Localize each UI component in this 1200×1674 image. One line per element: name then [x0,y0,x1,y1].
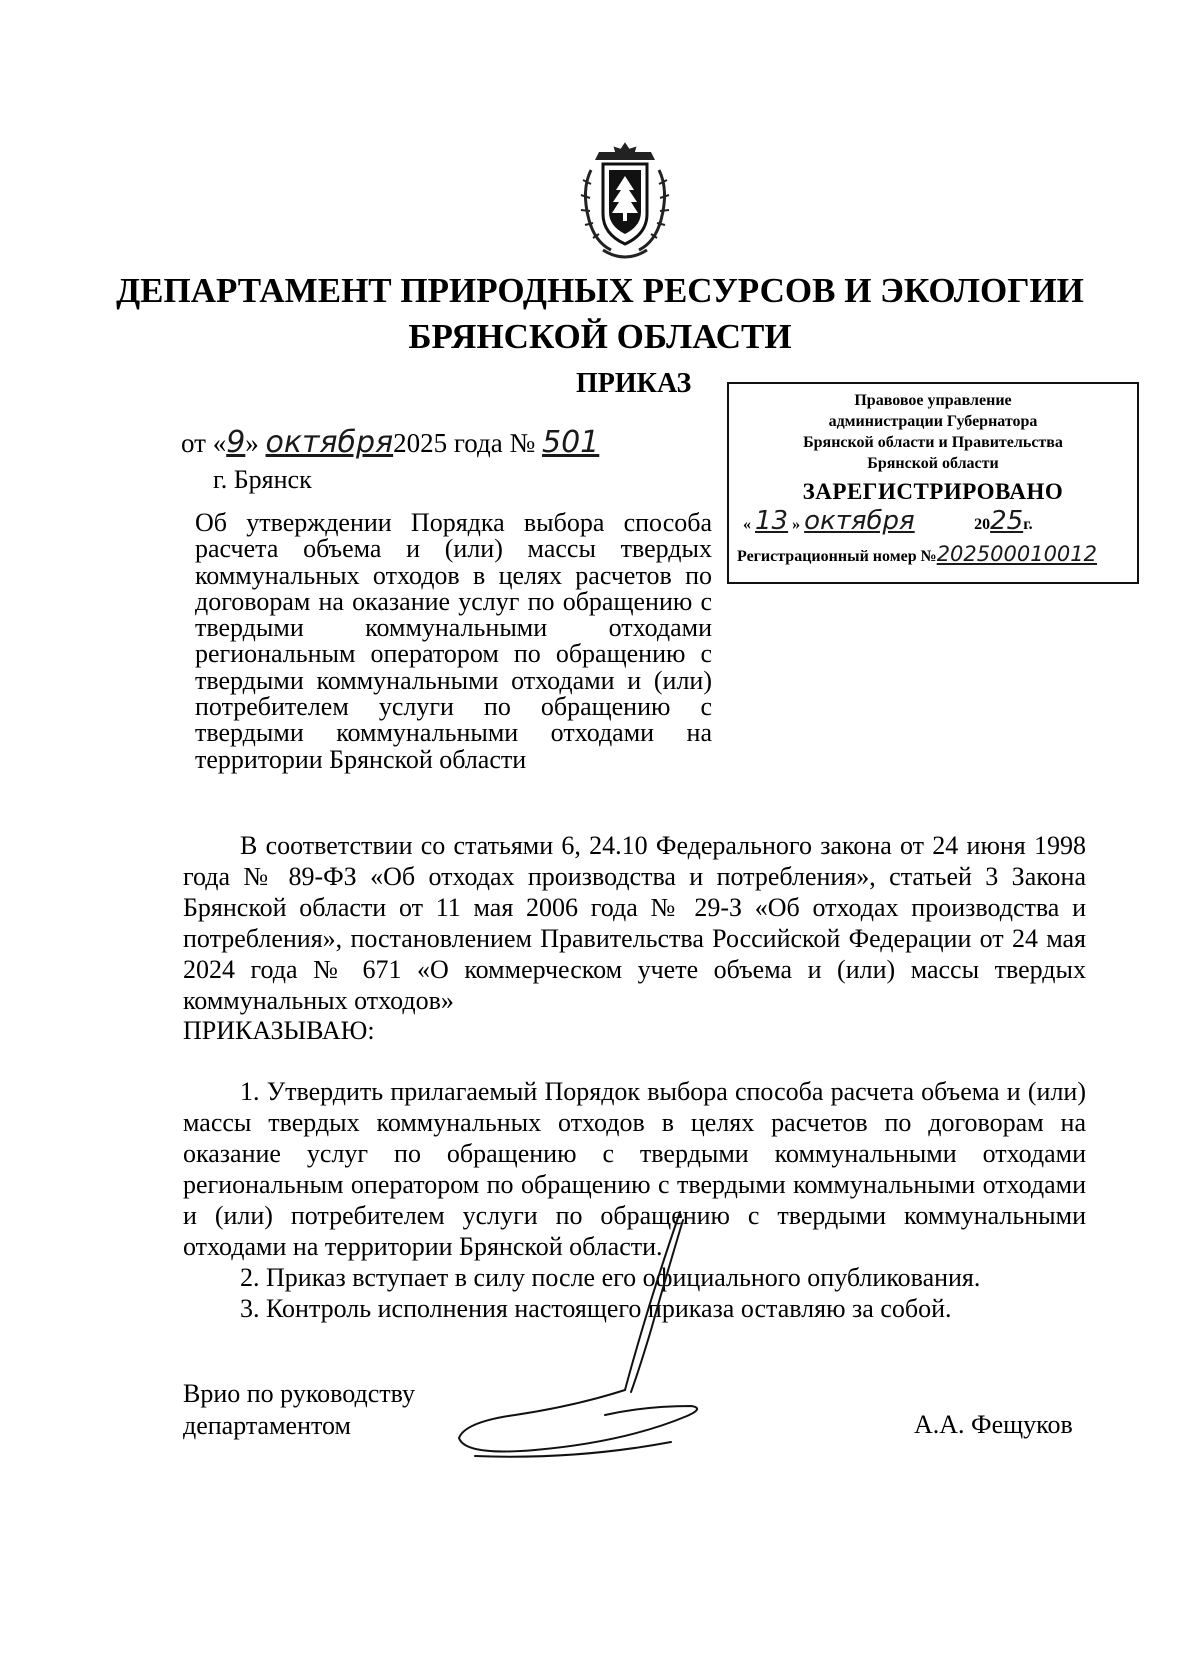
stamp-date [743,506,1133,536]
stamp-reg-number-handwritten: 202500010012 [936,542,1098,566]
order-day-handwritten: 9 [226,425,246,460]
signatory-position [183,1378,415,1442]
order-city: г. Брянск [213,465,312,494]
order-date-number-line [181,425,599,460]
order-directive-word: ПРИКАЗЫВАЮ: [183,1016,375,1045]
department-title [0,268,1200,360]
stamp-registered: ЗАРЕГИСТРИРОВАНО [802,479,1064,504]
order-item-2: 2. Приказ вступает в силу после его официального опубликования. [240,1263,981,1292]
order-item-1: 1. Утвердить прилагаемый Порядок выбора способа расчета объема и (или) массы твердых коммунальных отходов в целях расчетов по договорам на оказание услуг по обращению с твердыми коммунальными отходами региональным оператором по обращению с твердыми коммунальными отходами и (или) потребителем услуги по обращению с твердыми коммунальными отходами на территории Брянской области. [183,1077,1086,1261]
stamp-date-open: « [743,516,751,533]
handwritten-signature [455,1210,755,1480]
stamp-month-handwritten: октября [804,506,915,536]
stamp-line4: Брянской области [867,455,999,472]
signatory-position-line2: департаментом [183,1411,351,1440]
signatory-name: А.А. Фещуков [914,1410,1073,1439]
order-day-close: » [245,428,259,458]
stamp-line1: Правовое управление [854,392,1012,409]
order-subject: Об утверждении Порядка выбора способа расчета объема и (или) массы твердых коммунальных отходов в целях расчетов по договорам на оказание услуг по обращению с твердыми коммунальными отходами региональным оператором по обращению с твердыми коммунальными отходами и (или) потребителем услуги по обращению с твердыми коммунальными отходами на территории Брянской области [195,508,712,774]
order-item-3: 3. Контроль исполнения настоящего приказа оставляю за собой. [240,1294,952,1323]
stamp-date-mid: » [792,516,801,533]
preamble-paragraph: В соответствии со статьями 6, 24.10 Федерального закона от 24 июня 1998 года № 89-ФЗ «Об отходах производства и потребления», статьей 3 Закона Брянской области от 11 мая 2006 года № 29-З «Об отходах производства и потребления», постановлением Правительства Российской Федерации от 24 мая 2024 года № 671 «О коммерческом учете объема и (или) массы твердых коммунальных отходов» [183,831,1086,1015]
department-title-line1: ДЕПАРТАМЕНТ ПРИРОДНЫХ РЕСУРСОВ И ЭКОЛОГИИ [116,271,1084,310]
document-type-heading: ПРИКАЗ [576,368,692,399]
stamp-reg-label: Регистрационный номер № [737,548,937,565]
signatory-position-line1: Врио по руководству [183,1379,416,1408]
department-title-line2: БРЯНСКОЙ ОБЛАСТИ [408,317,792,356]
order-prefix: от « [181,428,227,458]
stamp-line3: Брянской области и Правительства [803,434,1063,451]
stamp-line2: администрации Губернатора [828,413,1038,430]
coat-of-arms-emblem [573,140,677,264]
stamp-year-handwritten: 25 [990,506,1024,536]
registration-stamp [727,382,1139,584]
stamp-year-prefix: 20 [974,516,991,533]
stamp-day-handwritten: 13 [755,506,789,536]
stamp-year-suffix: г. [1023,516,1033,533]
order-number-handwritten: 501 [542,425,600,460]
order-month-handwritten: октября [265,425,394,460]
order-year-text: 2025 года № [393,428,536,458]
stamp-reg-number-line [737,542,1097,566]
